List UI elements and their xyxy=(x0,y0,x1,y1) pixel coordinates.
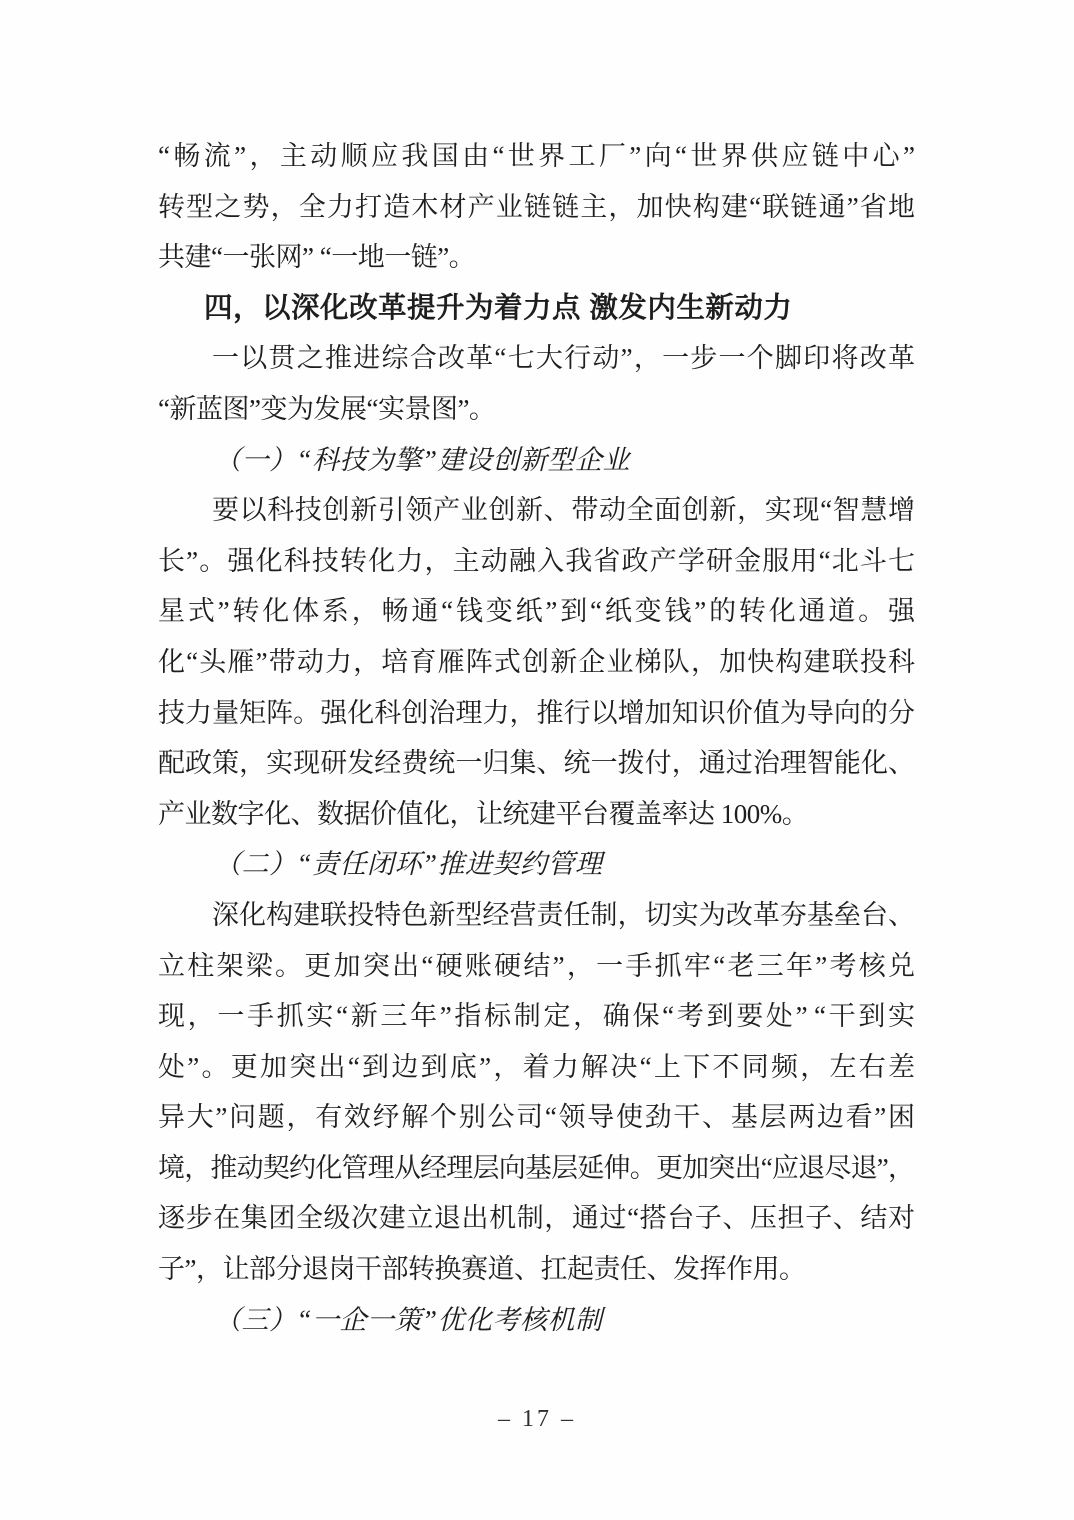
text-line: 星式”转化体系，畅通“钱变纸”到“纸变钱”的转化通道。强 xyxy=(158,596,912,627)
text-line: 现，一手抓实“新三年”指标制定，确保“考到要处” “干到实 xyxy=(158,1001,912,1032)
text-line: 处”。更加突出“到边到底”，着力解决“上下不同频，左右差 xyxy=(158,1051,912,1082)
text-line: 技力量矩阵。强化科创治理力，推行以增加知识价值为导向的分 xyxy=(158,697,912,728)
subsection-heading: （二）“责任闭环”推进契约管理 xyxy=(214,849,603,880)
text-line: 一以贯之推进综合改革“七大行动”，一步一个脚印将改革 xyxy=(212,343,912,374)
text-line: 境，推动契约化管理从经理层向基层延伸。更加突出“应退尽退”， xyxy=(158,1152,912,1183)
text-line: 子”，让部分退岗干部转换赛道、扛起责任、发挥作用。 xyxy=(158,1254,806,1285)
text-line: 配政策，实现研发经费统一归集、统一拨付，通过治理智能化、 xyxy=(158,748,912,779)
text-line: 共建“一张网” “一地一链”。 xyxy=(158,242,476,273)
text-line: 逐步在集团全级次建立退出机制，通过“搭台子、压担子、结对 xyxy=(158,1203,912,1234)
text-line: 深化构建联投特色新型经营责任制，切实为改革夯基垒台、 xyxy=(212,899,912,930)
text-line: 异大”问题，有效纾解个别公司“领导使劲干、基层两边看”困 xyxy=(158,1102,912,1133)
text-line: “新蓝图”变为发展“实景图”。 xyxy=(158,393,496,424)
text-line: 转型之势，全力打造木材产业链链主，加快构建“联链通”省地 xyxy=(158,191,912,222)
text-line: 要以科技创新引领产业创新、带动全面创新，实现“智慧增 xyxy=(212,495,912,526)
text-line: 立柱架梁。更加突出“硬账硬结”，一手抓牢“老三年”考核兑 xyxy=(158,950,912,981)
section-heading: 四，以深化改革提升为着力点 激发内生新动力 xyxy=(204,291,793,324)
text-line: 化“头雁”带动力，培育雁阵式创新企业梯队，加快构建联投科 xyxy=(158,646,912,677)
subsection-heading: （一）“科技为擎”建设创新型企业 xyxy=(214,444,631,475)
text-line: “畅流”，主动顺应我国由“世界工厂”向“世界供应链中心” xyxy=(158,141,912,171)
text-line: 长”。强化科技转化力，主动融入我省政产学研金服用“北斗七 xyxy=(158,545,912,576)
page-number: – 17 – xyxy=(498,1406,576,1432)
text-line: 产业数字化、数据价值化，让统建平台覆盖率达 100%。 xyxy=(158,798,809,829)
document-body xyxy=(158,131,912,1345)
subsection-heading: （三）“一企一策”优化考核机制 xyxy=(214,1304,603,1335)
